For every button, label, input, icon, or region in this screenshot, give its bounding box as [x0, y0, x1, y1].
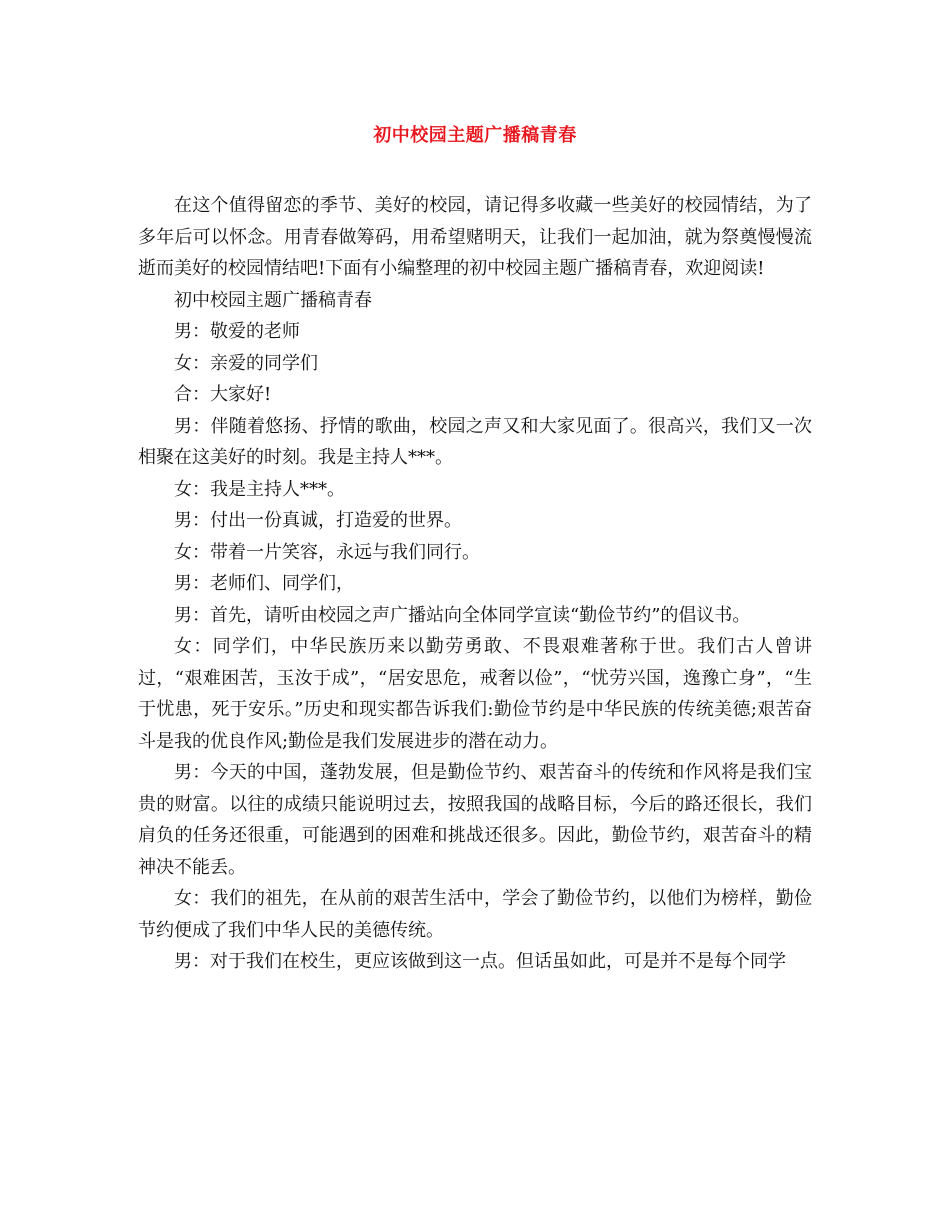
paragraph-line: 男：伴随着悠扬、抒情的歌曲，校园之声又和大家见面了。很高兴，我们又一次相聚在这美好的时刻。我是主持人***。	[138, 415, 812, 468]
paragraph-subtitle: 初中校园主题广播稿青春	[174, 289, 372, 311]
paragraph-line: 男：老师们、同学们，	[174, 573, 354, 594]
paragraph-line: 女：亲爱的同学们	[174, 352, 318, 374]
paragraph-line: 合：大家好!	[174, 384, 272, 405]
document-body	[138, 190, 812, 978]
paragraph-intro: 在这个值得留恋的季节、美好的校园，请记得多收藏一些美好的校园情结，为了多年后可以怀念。用青春做筹码，用希望赌明天，让我们一起加油，就为祭奠慢慢流逝而美好的校园情结吧!下面有小编整理的初中校园主题广播稿青春，欢迎阅读!	[138, 195, 812, 279]
paragraph-line: 女：我是主持人***。	[174, 478, 345, 500]
paragraph-line: 男：今天的中国，蓬勃发展，但是勤俭节约、艰苦奋斗的传统和作风将是我们宝贵的财富。以往的成绩只能说明过去，按照我国的战略目标，今后的路还很长，我们肩负的任务还很重，可能遇到的困难和挑战还很多。因此，勤俭节约，艰苦奋斗的精神决不能丢。	[138, 762, 812, 878]
paragraph-line: 男：敬爱的老师	[174, 321, 300, 342]
paragraph-line: 男：首先，请听由校园之声广播站向全体同学宣读“勤俭节约”的倡议书。	[174, 604, 751, 626]
paragraph-line: 男：付出一份真诚，打造爱的世界。	[174, 510, 462, 531]
paragraph-line: 男：对于我们在校生，更应该做到这一点。但话虽如此，可是并不是每个同学	[174, 951, 786, 972]
paragraph-line: 女：带着一片笑容，永远与我们同行。	[174, 541, 480, 563]
paragraph-line: 女：同学们，中华民族历来以勤劳勇敢、不畏艰难著称于世。我们古人曾讲过，“艰难困苦，玉汝于成”，“居安思危，戒奢以俭”，“忧劳兴国，逸豫亡身”，“生于忧患，死于安乐。”历史和现实都告诉我们:勤俭节约是中华民族的传统美德;艰苦奋斗是我的优良作风;勤俭是我们发展进步的潜在动力。	[138, 636, 812, 752]
document-title: 初中校园主题广播稿青春	[373, 125, 577, 146]
paragraph-line: 女：我们的祖先，在从前的艰苦生活中，学会了勤俭节约，以他们为榜样，勤俭节约便成了我们中华人民的美德传统。	[138, 888, 812, 941]
